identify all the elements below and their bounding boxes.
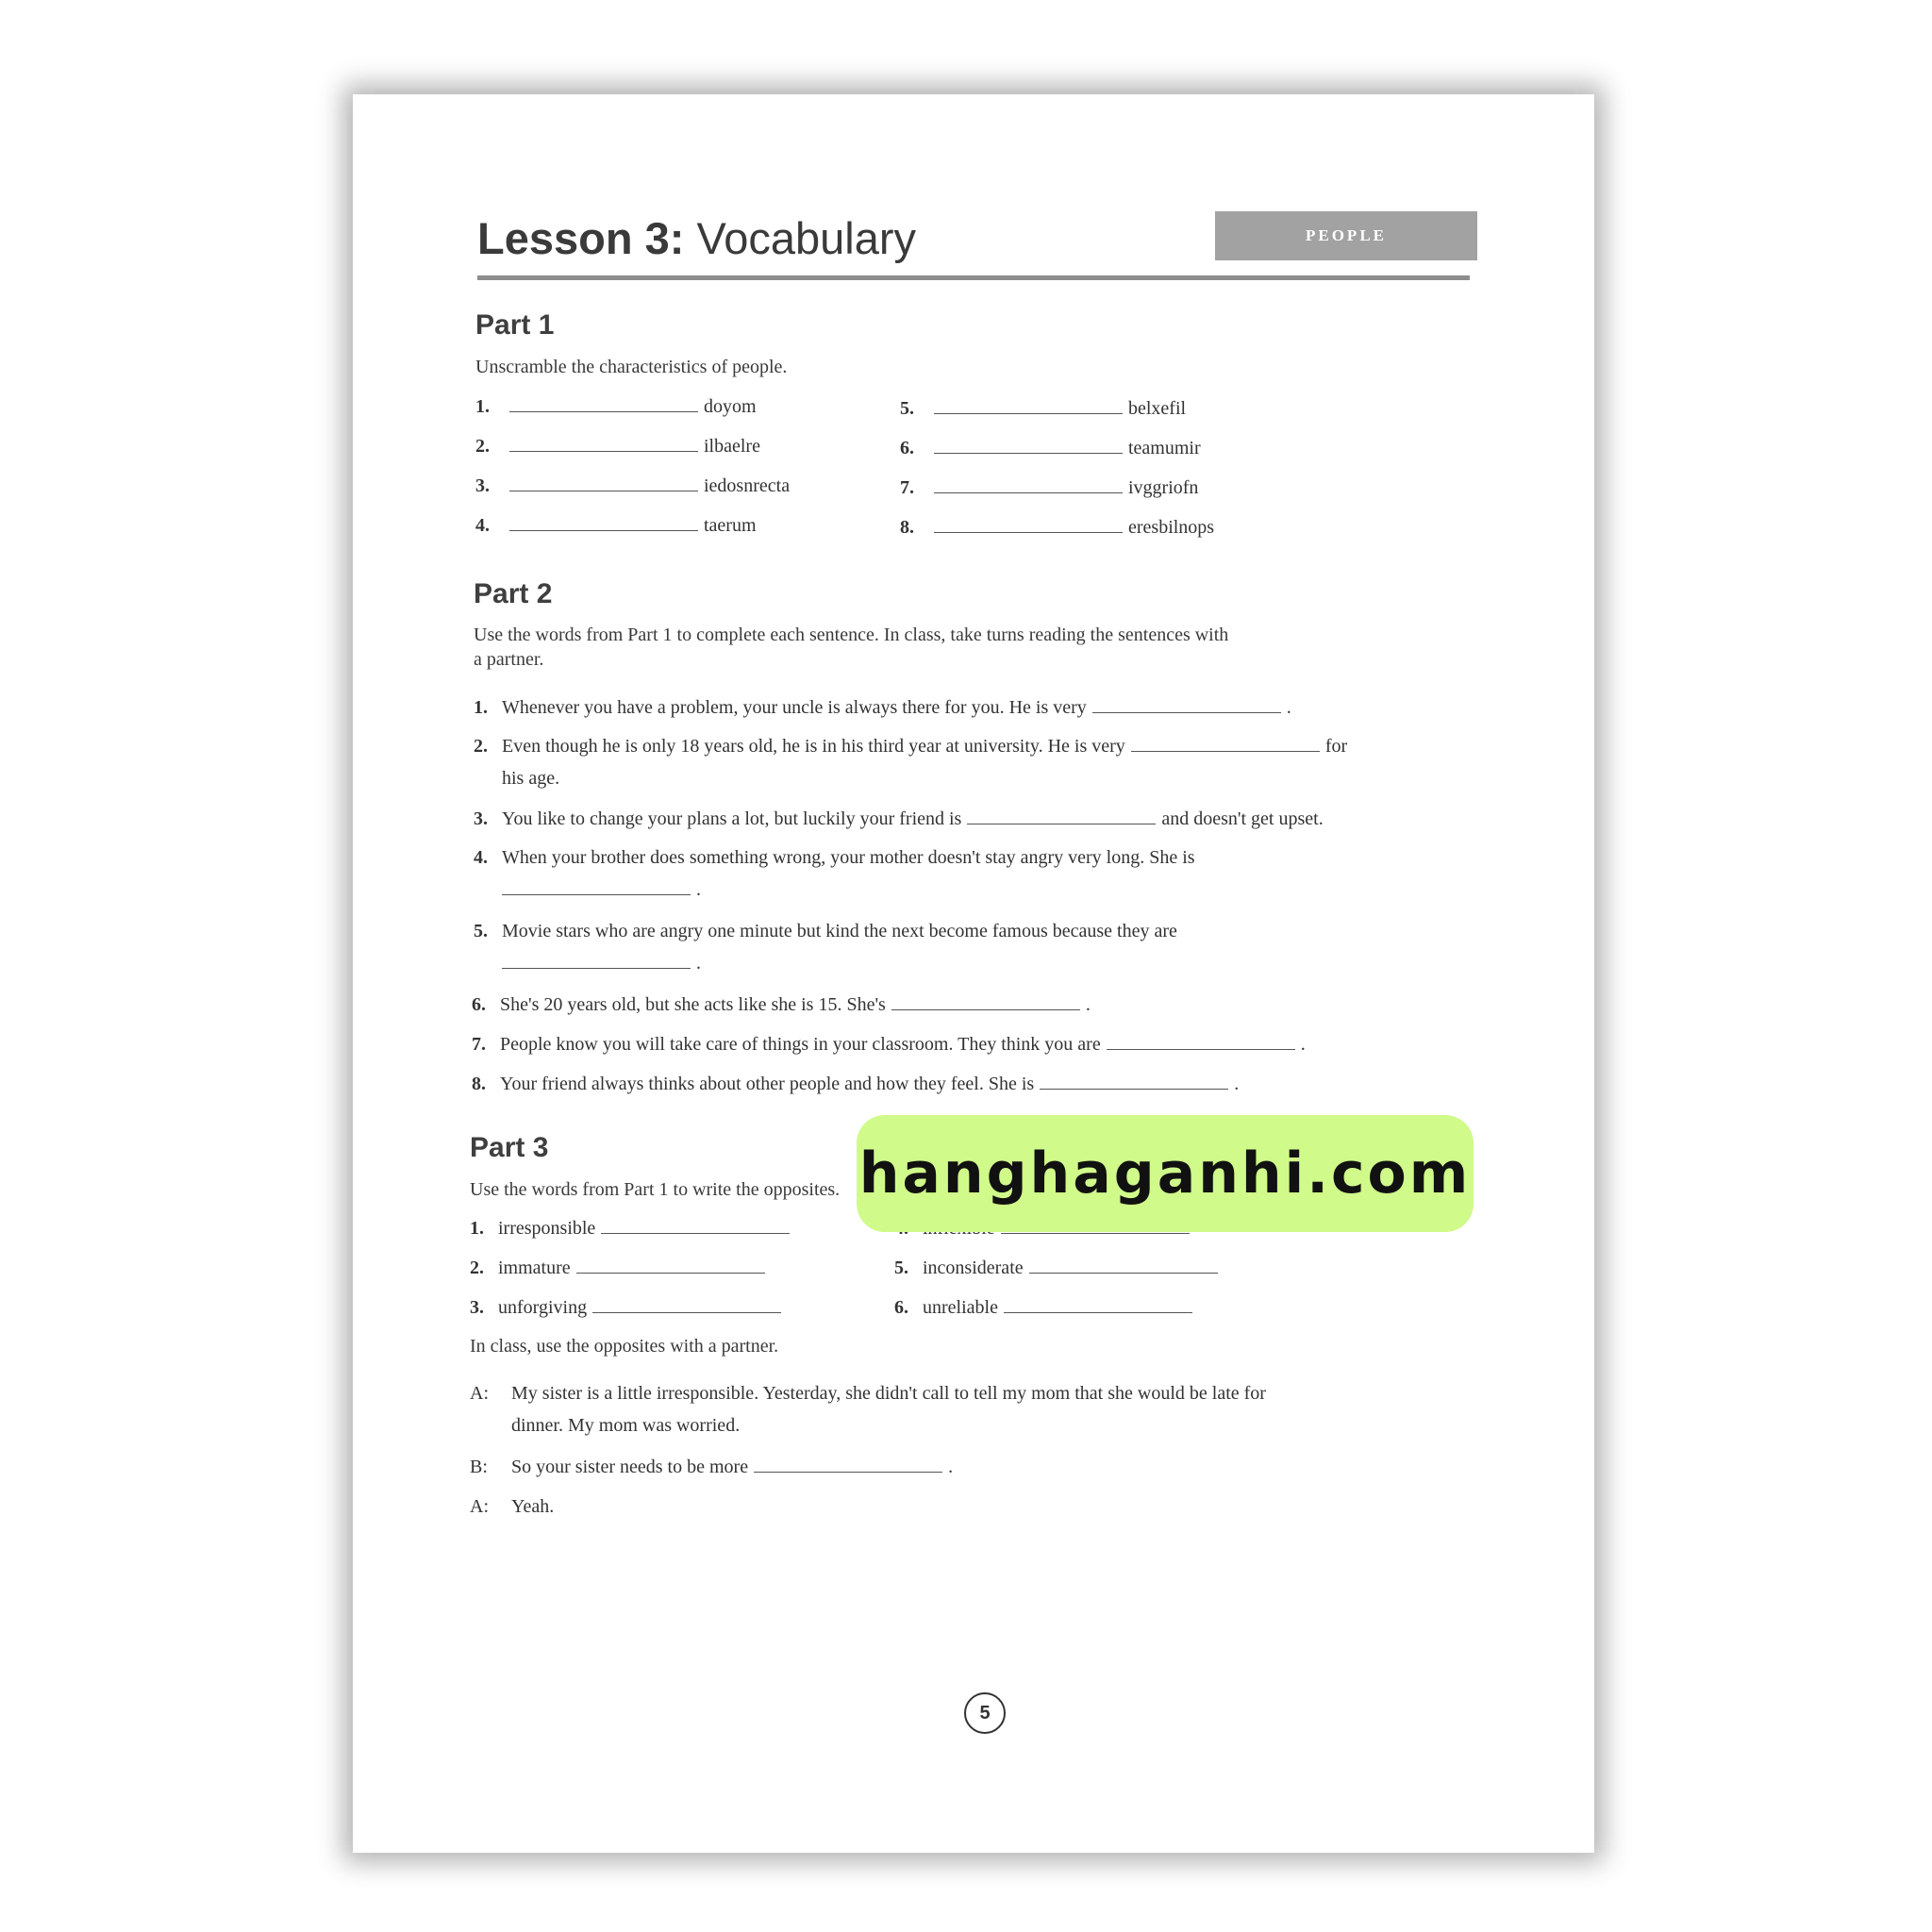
dialogue-text-cont: dinner. My mom was worried. (511, 1415, 741, 1436)
item-number: 2. (474, 736, 488, 757)
sentence-text: Even though he is only 18 years old, he is in his third year at university. He is very (502, 736, 1125, 757)
item-number: 6. (472, 994, 486, 1015)
scrambled-word: taerum (704, 515, 757, 536)
answer-blank[interactable] (1001, 1232, 1190, 1234)
answer-blank[interactable] (1029, 1272, 1218, 1274)
sentence-text: People know you will take care of things in your classroom. They think you are (500, 1034, 1101, 1055)
page-title (477, 212, 916, 264)
watermark-banner: hanghaganhi.com (857, 1115, 1474, 1232)
part1-heading: Part 1 (475, 309, 555, 341)
item-number: 4. (475, 515, 490, 536)
item-number: 2. (475, 436, 490, 457)
lesson-topic: Vocabulary (684, 213, 917, 263)
item-number: 6. (894, 1297, 908, 1318)
answer-blank[interactable] (502, 893, 691, 895)
page-number: 5 (964, 1692, 1006, 1734)
sentence-end: . (1286, 697, 1291, 718)
part3-item (470, 1218, 795, 1246)
part2-sentence (474, 691, 1291, 724)
item-number: 3. (475, 475, 490, 496)
item-number: 8. (472, 1074, 486, 1094)
answer-blank[interactable] (934, 412, 1123, 414)
opposite-word: inconsiderate (923, 1257, 1024, 1278)
answer-blank[interactable] (934, 531, 1123, 533)
answer-blank[interactable] (509, 529, 698, 531)
part3-item (894, 1297, 1198, 1325)
answer-blank[interactable] (592, 1311, 781, 1313)
sentence-continuation: his age. (502, 768, 560, 789)
item-number: 1. (475, 396, 490, 417)
part3-item (470, 1257, 771, 1286)
speaker-label: A: (470, 1383, 489, 1404)
sentence-end: and doesn't get upset. (1161, 808, 1324, 829)
answer-blank[interactable] (934, 491, 1123, 493)
part2-instruction (474, 623, 1228, 672)
lesson-number: Lesson 3: (477, 213, 685, 263)
speaker-label: A: (470, 1496, 489, 1517)
sentence-end: . (696, 879, 701, 900)
item-number: 7. (900, 477, 914, 498)
answer-blank[interactable] (1107, 1048, 1295, 1050)
answer-blank[interactable] (1004, 1311, 1192, 1313)
answer-blank[interactable] (601, 1232, 790, 1234)
item-number: 2. (470, 1257, 484, 1278)
answer-blank[interactable] (754, 1471, 942, 1473)
part3-item (894, 1257, 1224, 1286)
part3-item (470, 1297, 787, 1325)
part1-item (475, 515, 757, 543)
item-number: 1. (474, 697, 488, 718)
scrambled-word: teamumir (1128, 438, 1201, 458)
part1-item (475, 475, 790, 504)
item-number: 3. (474, 808, 488, 829)
answer-blank[interactable] (1131, 750, 1320, 752)
part3-heading: Part 3 (470, 1132, 549, 1163)
sentence-text: Your friend always thinks about other people and how they feel. She is (500, 1074, 1035, 1094)
item-number: 5. (894, 1257, 908, 1278)
sentence-text: When your brother does something wrong, your mother doesn't stay angry very long. She is (502, 847, 1195, 868)
dialogue-text: Yeah. (511, 1496, 555, 1517)
dialogue-line (470, 1377, 1266, 1441)
answer-blank[interactable] (509, 450, 698, 452)
part1-item (475, 436, 760, 464)
item-number: 4. (474, 847, 488, 868)
dialogue-end: . (948, 1457, 954, 1477)
sentence-end: . (1234, 1074, 1240, 1094)
scrambled-word: eresbilnops (1128, 517, 1215, 538)
sentence-end: . (1300, 1034, 1306, 1055)
item-number: 5. (900, 398, 914, 419)
part1-item (900, 517, 1214, 545)
scrambled-word: doyom (704, 396, 757, 417)
sentence-end: . (1085, 994, 1091, 1015)
dialogue-text: My sister is a little irresponsible. Yesterday, she didn't call to tell my mom that she would be late for (511, 1383, 1266, 1404)
part2-sentence (472, 1068, 1239, 1100)
opposite-word: irresponsible (498, 1218, 596, 1239)
dialogue-line (470, 1491, 554, 1523)
item-number: 8. (900, 517, 914, 538)
worksheet-page (353, 94, 1594, 1853)
part1-item (475, 396, 757, 425)
item-number: 3. (470, 1297, 484, 1318)
answer-blank[interactable] (576, 1272, 765, 1274)
title-divider (477, 275, 1470, 280)
answer-blank[interactable] (1040, 1088, 1228, 1090)
answer-blank[interactable] (509, 410, 698, 412)
item-number: 7. (472, 1034, 486, 1055)
item-number: 1. (470, 1218, 484, 1239)
opposite-word: unreliable (923, 1297, 998, 1318)
section-tab: PEOPLE (1215, 211, 1477, 260)
part1-instruction: Unscramble the characteristics of people. (475, 357, 788, 377)
part1-item (900, 398, 1186, 426)
answer-blank[interactable] (1092, 711, 1281, 713)
part1-item (900, 438, 1201, 466)
opposite-word: unforgiving (498, 1297, 588, 1318)
part2-sentence (474, 841, 1195, 906)
item-number: 5. (474, 921, 488, 941)
part1-item (900, 477, 1198, 506)
item-number: 6. (900, 438, 914, 458)
dialogue-text: So your sister needs to be more (511, 1457, 749, 1477)
part2-sentence (474, 803, 1324, 835)
answer-blank[interactable] (509, 490, 698, 491)
answer-blank[interactable] (502, 967, 691, 969)
opposite-word: immature (498, 1257, 571, 1278)
part2-instruction-line1: Use the words from Part 1 to complete each sentence. In class, take turns reading the sentences with (474, 625, 1229, 645)
sentence-text: She's 20 years old, but she acts like she is 15. She's (500, 994, 886, 1015)
answer-blank[interactable] (934, 452, 1123, 454)
answer-blank[interactable] (891, 1008, 1080, 1010)
speaker-label: B: (470, 1457, 488, 1477)
part2-sentence (474, 915, 1177, 979)
scrambled-word: ivggriofn (1128, 477, 1199, 498)
part3-instruction: Use the words from Part 1 to write the opposites. (470, 1179, 841, 1200)
part2-sentence (474, 730, 1347, 794)
scrambled-word: iedosnrecta (704, 475, 791, 496)
sentence-end: . (696, 953, 701, 974)
sentence-text: Movie stars who are angry one minute but kind the next become famous because they are (502, 921, 1177, 941)
answer-blank[interactable] (967, 823, 1156, 824)
dialogue-line (470, 1451, 953, 1483)
sentence-end: for (1324, 736, 1348, 757)
part2-sentence (472, 1028, 1306, 1060)
part2-instruction-line2: a partner. (474, 649, 544, 670)
part2-sentence (472, 989, 1091, 1021)
sentence-text: You like to change your plans a lot, but luckily your friend is (502, 808, 962, 829)
scrambled-word: ilbaelre (704, 436, 760, 457)
sentence-text: Whenever you have a problem, your uncle is always there for you. He is very (502, 697, 1087, 718)
scrambled-word: belxefil (1128, 398, 1187, 419)
part2-heading: Part 2 (474, 578, 553, 609)
partner-instruction: In class, use the opposites with a partner. (470, 1336, 779, 1357)
